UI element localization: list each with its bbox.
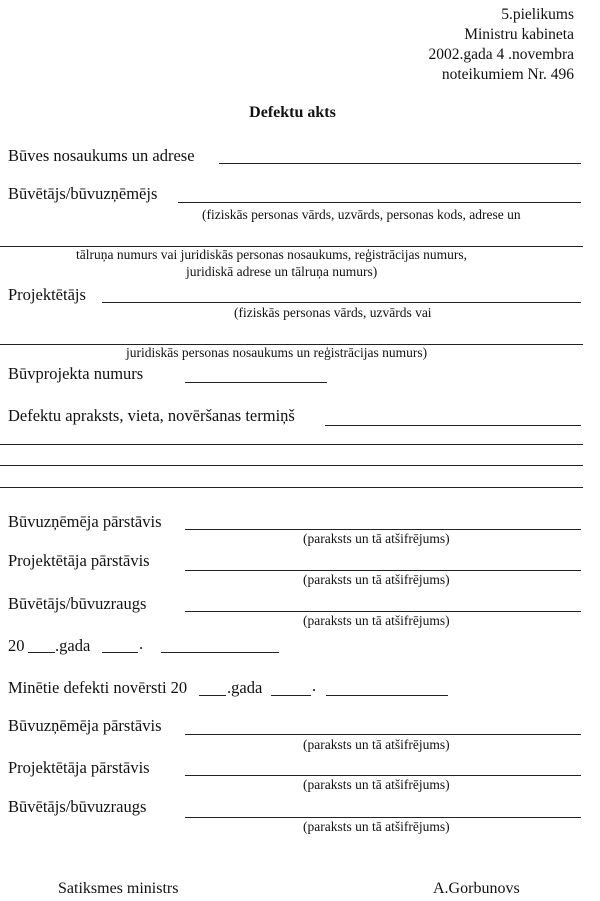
owner-note-3: juridiskā adrese un tālruņa numurs) (186, 264, 378, 279)
contractor-rep-label: Būvuzņēmēja pārstāvis (8, 512, 162, 531)
designer-note-1: (fiziskās personas vārds, uzvārds vai (234, 305, 432, 320)
contractor-rep-line[interactable] (185, 529, 581, 530)
fixed-gada: .gada (227, 678, 263, 697)
date-gada: .gada (55, 636, 91, 655)
date-dot: . (139, 634, 144, 653)
owner-sup-line[interactable] (185, 611, 581, 612)
page-title: Defektu akts (249, 104, 336, 121)
project-number-line[interactable] (185, 382, 327, 383)
fixed-month-line[interactable] (326, 695, 448, 696)
owner-sup-line-2[interactable] (185, 817, 581, 818)
project-number-label: Būvprojekta numurs (8, 364, 144, 383)
regulation-label: noteikumiem Nr. 496 (441, 66, 574, 83)
designer-rep-label-2: Projektētāja pārstāvis (8, 758, 150, 777)
contractor-rep-line-2[interactable] (185, 734, 581, 735)
date-prefix: 20 (8, 636, 25, 655)
designer-rep-note: (paraksts un tā atšifrējums) (303, 572, 450, 587)
building-label: Būves nosaukums un adrese (8, 146, 195, 165)
date-month-line[interactable] (161, 652, 279, 653)
owner-sup-note-2: (paraksts un tā atšifrējums) (303, 819, 450, 834)
designer-line[interactable] (102, 302, 581, 303)
defects-line-2[interactable] (0, 444, 583, 445)
defects-line-3[interactable] (0, 465, 583, 466)
date-day-line[interactable] (102, 652, 138, 653)
date-year-line[interactable] (28, 652, 55, 653)
contractor-rep-label-2: Būvuzņēmēja pārstāvis (8, 716, 162, 735)
designer-rep-label: Projektētāja pārstāvis (8, 551, 150, 570)
owner-note-1: (fiziskās personas vārds, uzvārds, personas kods, adrese un (202, 207, 521, 222)
owner-sup-note: (paraksts un tā atšifrējums) (303, 613, 450, 628)
defects-line-4[interactable] (0, 487, 583, 488)
owner-line[interactable] (178, 202, 581, 203)
designer-label: Projektētājs (8, 285, 86, 304)
fixed-label: Minētie defekti novērsti 20 (8, 678, 188, 697)
designer-rep-line[interactable] (185, 570, 581, 571)
contractor-rep-note: (paraksts un tā atšifrējums) (303, 531, 450, 546)
owner-sup-label-2: Būvētājs/būvuzraugs (8, 797, 147, 816)
appendix-label: 5.pielikums (501, 6, 574, 23)
cabinet-label: Ministru kabineta (464, 26, 574, 43)
owner-note-2: tālruņa numurs vai juridiskās personas nosaukums, reģistrācijas numurs, (76, 247, 468, 262)
contractor-rep-note-2: (paraksts un tā atšifrējums) (303, 737, 450, 752)
defects-line-1[interactable] (325, 425, 581, 426)
owner-sup-label: Būvētājs/būvuzraugs (8, 594, 147, 613)
minister-name: A.Gorbunovs (433, 880, 520, 897)
owner-label: Būvētājs/būvuzņēmējs (8, 184, 158, 203)
minister-title: Satiksmes ministrs (58, 880, 179, 897)
fixed-dot: . (312, 676, 317, 695)
designer-rep-note-2: (paraksts un tā atšifrējums) (303, 777, 450, 792)
date-label: 2002.gada 4 .novembra (428, 46, 574, 63)
fixed-year-line[interactable] (199, 695, 226, 696)
designer-note-2: juridiskās personas nosaukums un reģistrācijas numurs) (126, 345, 428, 360)
building-line[interactable] (219, 163, 581, 164)
fixed-day-line[interactable] (271, 695, 311, 696)
defects-label: Defektu apraksts, vieta, novēršanas termiņš (8, 406, 295, 425)
designer-rep-line-2[interactable] (185, 775, 581, 776)
